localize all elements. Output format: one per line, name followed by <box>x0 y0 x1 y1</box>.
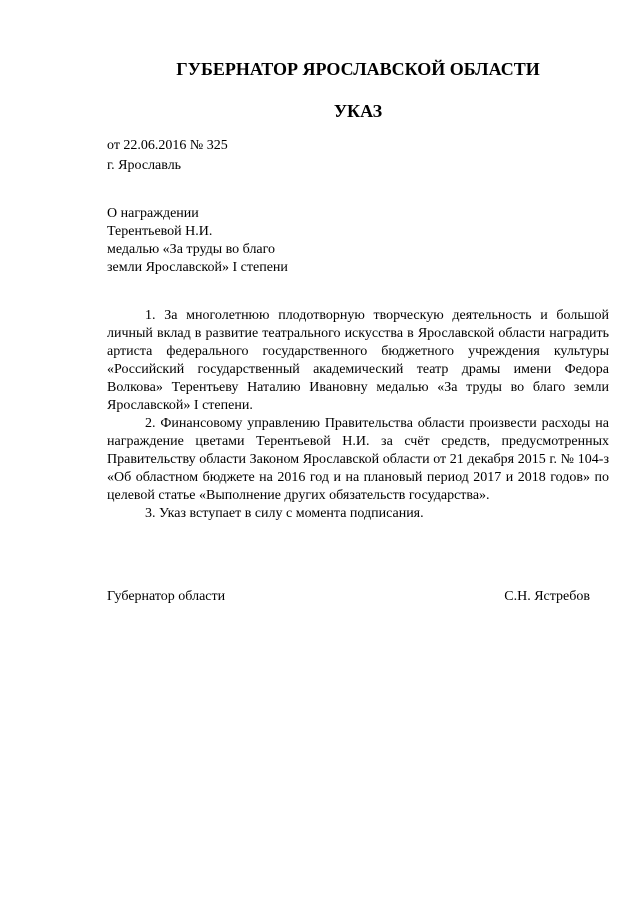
document-type-heading: УКАЗ <box>333 101 383 121</box>
signatory-name: С.Н. Ястребов <box>504 589 590 604</box>
date-and-number: от 22.06.2016 № 325 <box>107 138 228 153</box>
subject-line: земли Ярославской» I степени <box>107 260 288 275</box>
subject-line: медалью «За труды во благо <box>107 242 276 257</box>
document-subject <box>107 205 288 277</box>
document-meta <box>107 136 228 176</box>
signatory-title: Губернатор области <box>107 589 226 604</box>
issuing-authority-heading: ГУБЕРНАТОР ЯРОСЛАВСКОЙ ОБЛАСТИ <box>176 59 540 79</box>
document-body <box>107 307 609 523</box>
subject-line: Терентьевой Н.И. <box>107 224 213 239</box>
body-paragraph-3: 3. Указ вступает в силу с момента подписания. <box>145 506 424 521</box>
body-paragraph-2: 2. Финансовому управлению Правительства области произвести расходы на награждение цветами Терентьевой Н.И. за счёт средств, предусмотренных Правительству области Законом Ярославской области от 21 декабря 2015 г. № 104-з «Об областном бюджете на 2016 год и на плановый период 2017 и 2018 годов» по целевой статье «Выполнение других обязательств государства». <box>107 416 609 503</box>
subject-line: О награждении <box>107 206 199 221</box>
issue-city: г. Ярославль <box>107 158 182 173</box>
body-paragraph-1: 1. За многолетнюю плодотворную творческую деятельность и большой личный вклад в развитие театрального искусства в Ярославской области наградить артиста федерального государственного бюджетного учреждения культуры «Российский государственный академический театр драмы имени Федора Волкова» Терентьеву Наталию Ивановну медалью «За труды во благо земли Ярославской» I степени. <box>107 308 609 413</box>
